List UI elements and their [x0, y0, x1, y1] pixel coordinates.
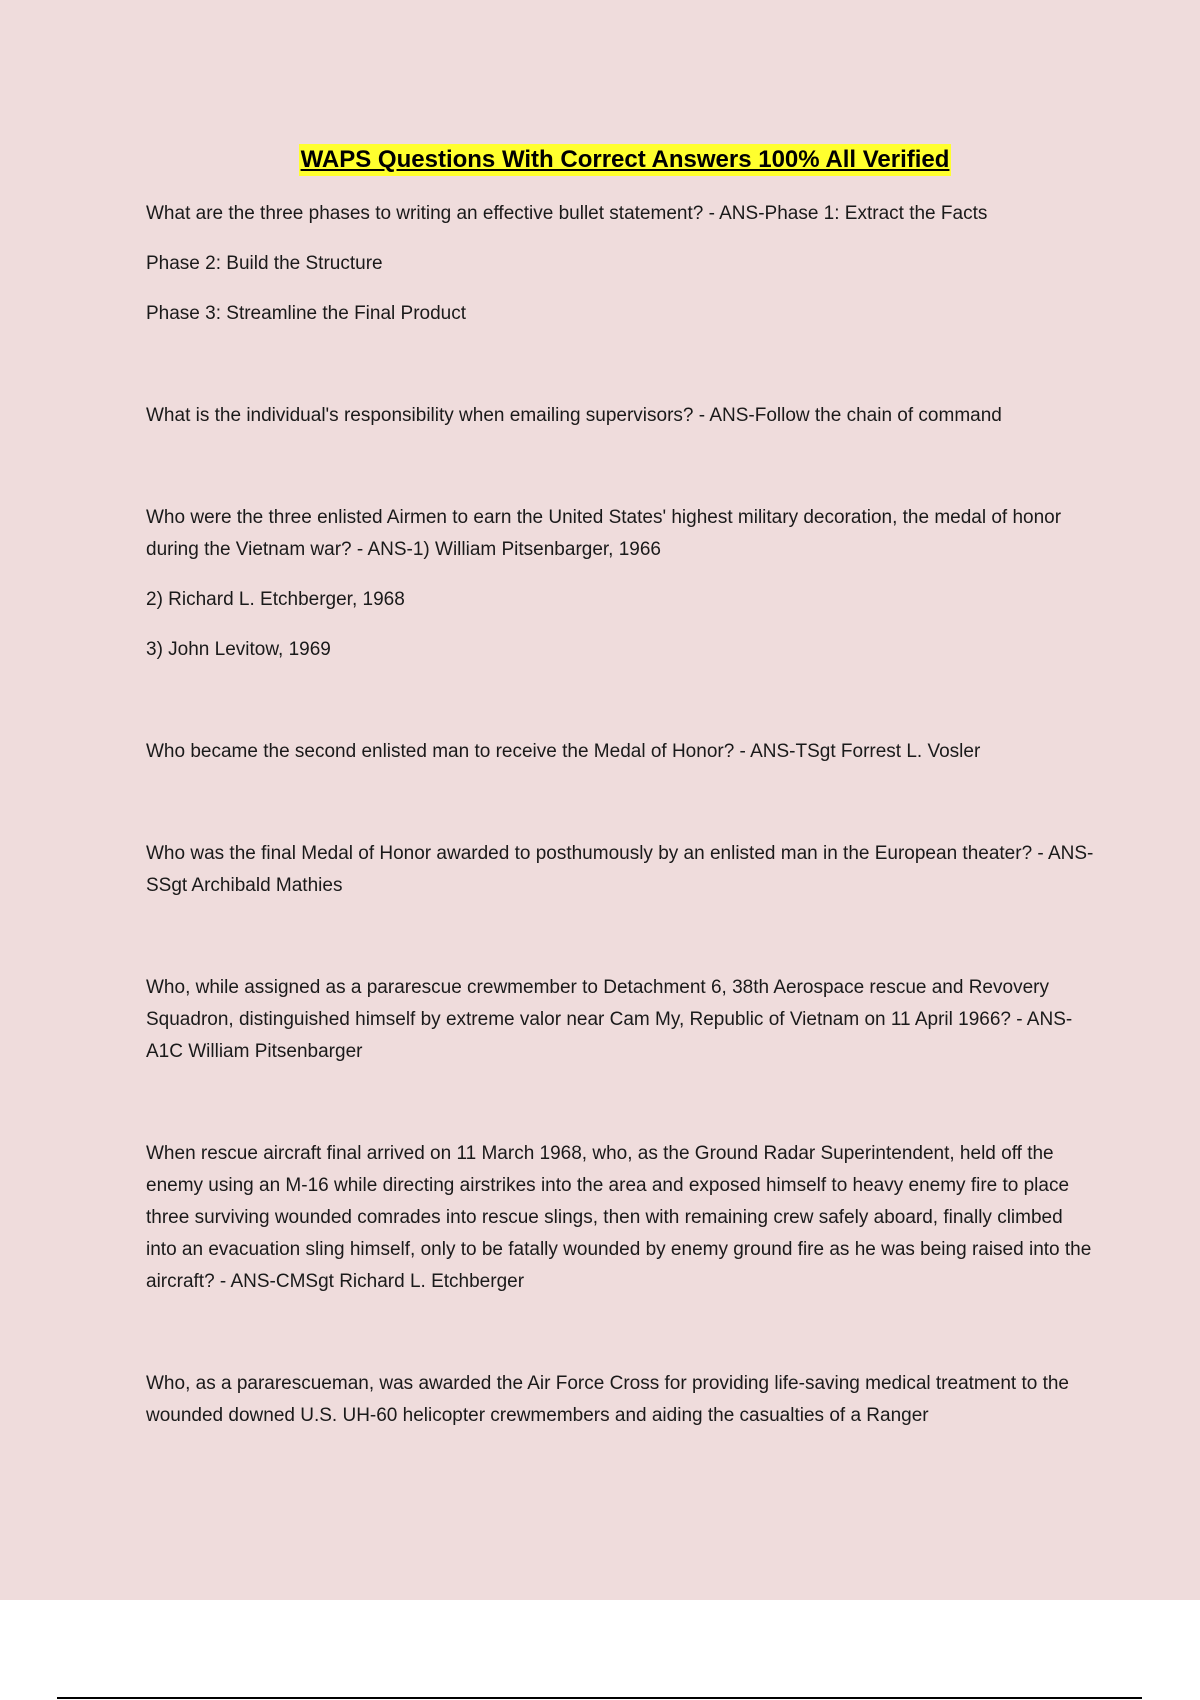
- qa-block: [146, 972, 1096, 1068]
- qa-line: Who were the three enlisted Airmen to earn the United States' highest military decoration, the medal of honor during the Vietnam war? - ANS-1) William Pitsenbarger, 1966: [146, 507, 1062, 560]
- document-content: [146, 144, 1096, 1450]
- qa-line: What is the individual's responsibility when emailing supervisors? - ANS-Follow the chain of command: [146, 405, 1002, 426]
- spacer: [146, 450, 1096, 502]
- qa-line: Phase 2: Build the Structure: [146, 253, 383, 274]
- qa-line: Phase 3: Streamline the Final Product: [146, 303, 467, 324]
- qa-block: [146, 400, 1096, 432]
- spacer: [146, 920, 1096, 972]
- qa-line: When rescue aircraft final arrived on 11 March 1968, who, as the Ground Radar Superintendent, held off the enemy using an M-16 while directing airstrikes into the area and exposed himself to heavy enemy fire to place three surviving wounded comrades into rescue slings, then with remaining crew safely aboard, finally climbed into an evacuation sling himself, only to be fatally wounded by enemy ground fire as he was being raised into the aircraft? - ANS-CMSgt Richard L. Etchberger: [146, 1143, 1092, 1292]
- qa-line: Who, while assigned as a pararescue crewmember to Detachment 6, 38th Aerospace rescue and Revovery Squadron, distinguished himself by extreme valor near Cam My, Republic of Vietnam on 11 April 1966? - ANS-A1C William Pitsenbarger: [146, 977, 1073, 1062]
- qa-line: What are the three phases to writing an effective bullet statement? - ANS-Phase 1: Extract the Facts: [146, 203, 988, 224]
- qa-line: 3) John Levitow, 1969: [146, 639, 331, 660]
- qa-block: [146, 1368, 1096, 1432]
- qa-block: [146, 502, 1096, 666]
- spacer: [146, 684, 1096, 736]
- qa-block: [146, 736, 1096, 768]
- qa-line: 2) Richard L. Etchberger, 1968: [146, 589, 405, 610]
- qa-line: Who became the second enlisted man to receive the Medal of Honor? - ANS-TSgt Forrest L. Vosler: [146, 741, 981, 762]
- document-title: WAPS Questions With Correct Answers 100% All Verified: [299, 144, 952, 176]
- qa-block: [146, 838, 1096, 902]
- spacer: [146, 786, 1096, 838]
- qa-line: Who was the final Medal of Honor awarded to posthumously by an enlisted man in the European theater? - ANS-SSgt Archibald Mathies: [146, 843, 1094, 896]
- footer-divider: [57, 1697, 1142, 1699]
- title-wrap: [146, 144, 1096, 184]
- spacer: [146, 348, 1096, 400]
- spacer: [146, 1086, 1096, 1138]
- spacer: [146, 1316, 1096, 1368]
- qa-line: Who, as a pararescueman, was awarded the Air Force Cross for providing life-saving medical treatment to the wounded downed U.S. UH-60 helicopter crewmembers and aiding the casualties of a Ranger: [146, 1373, 1069, 1426]
- qa-block: [146, 1138, 1096, 1298]
- qa-block: [146, 198, 1096, 330]
